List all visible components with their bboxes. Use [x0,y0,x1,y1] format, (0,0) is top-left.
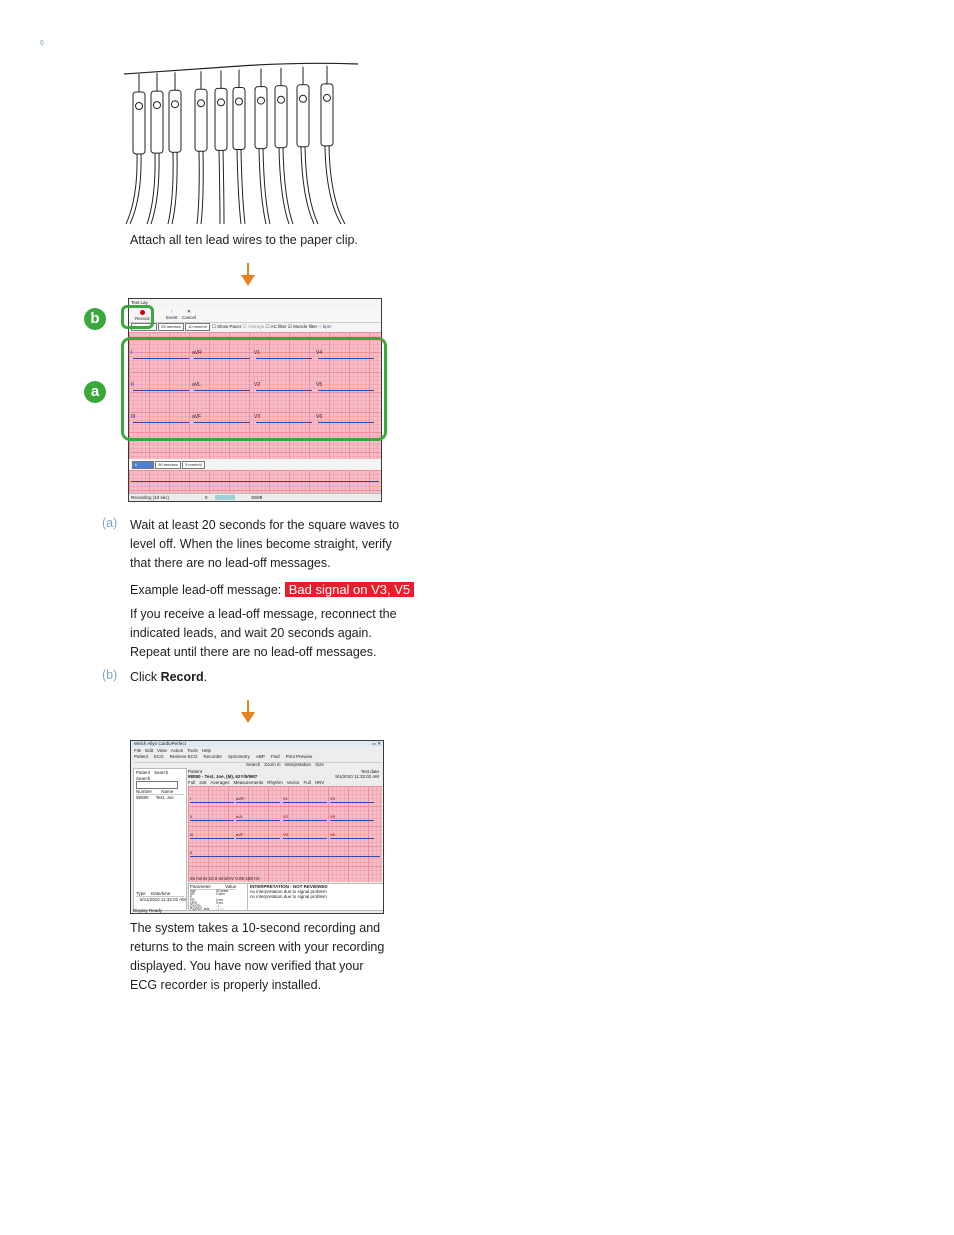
lead-clip [233,88,245,150]
params-row: HR 0 bpm [190,892,225,896]
ecg-tab[interactable]: Full [188,780,196,785]
rhythm-lead-select[interactable]: II [132,461,154,469]
callout-a: a [84,381,106,403]
final-caption: The system takes a 10-second recording and returns to the main screen with your recording displayed. You have now verified that your ECG recorder is properly installed. [130,921,385,992]
lead-label: II [190,814,193,819]
params-row: QT/QTc - / - [190,904,221,908]
lead-trace [330,802,374,803]
ecg-tabs [188,780,328,785]
lead-trace [190,820,234,821]
lead-trace [283,820,327,821]
menu-item[interactable]: Tools [187,748,198,753]
toolbar-button[interactable]: ABP [255,754,265,759]
left-panel [133,768,187,911]
lead-trace [283,802,327,803]
lead-clip [151,91,163,153]
cancel-button[interactable]: ✕ Cancel [182,309,197,320]
bottom-panels [188,883,384,911]
params-row: Age 62 years [190,889,229,893]
clip-snap [136,103,143,110]
clip-snap [198,100,205,107]
toolbar-button[interactable]: Search [246,762,261,767]
main-status: Display Ready [133,908,163,913]
lead-wire [279,148,293,224]
speed-select[interactable]: 25 mm/sec [158,323,184,331]
clip-snap [154,102,161,109]
ecg-tab[interactable]: Vector [286,780,300,785]
lead-label: V5 [330,814,335,819]
lead-label: V4 [316,350,323,356]
search-label: Search [136,776,151,781]
clip-snap [218,99,225,106]
arrow-down-1 [241,263,255,289]
lead-clip [297,85,309,147]
lead-clip [275,86,287,148]
ecg-tab[interactable]: HRV [314,780,325,785]
lead-trace [190,856,380,857]
lead-trace [236,820,280,821]
clip-snap [172,101,179,108]
patient-row[interactable]: 98080 Test, Joe [136,795,174,800]
lead-label: V6 [316,414,323,420]
menu-item[interactable]: File [134,748,142,753]
callout-b: b [84,308,106,330]
left-tab[interactable]: Patient [136,770,151,775]
lead-label: V6 [330,832,335,837]
search-input[interactable] [136,781,178,789]
lead-label: aVF [236,832,244,837]
toolbar-button[interactable]: Retrieve ECG [169,754,198,759]
ecg-status-bar [129,493,381,502]
menu-item[interactable]: Action [170,748,184,753]
lead-label: III [190,832,194,837]
cancel-icon: ✕ [186,309,192,315]
toolbar-button[interactable]: Recorder [203,754,223,759]
lead-clip [169,90,181,152]
patient-name: 98080 - Test, Joe, (M), 62Y/5/9M7 [188,774,258,779]
params-row: PR 0 ms [190,898,223,902]
status-recording: Recording (10 sec) [131,495,170,500]
leads-highlight [121,337,387,441]
grid-footer: 25 mm/s 10.0 mm/mV 0.05-150 Hz [190,876,260,881]
retry-text: If you receive a lead-off message, reconnect the indicated leads, and wait 20 seconds again. Repeat until there are no lead-off messages. [130,607,397,659]
cardioperfect-window [130,740,384,914]
lead-label: V3 [254,414,261,420]
lead-label: II [190,850,193,855]
ac-filter-checkbox[interactable]: ☐ AC filter [265,324,287,330]
rhythm-gain-select[interactable]: 5 mm/mV [182,461,205,469]
patient-list-header: Number Name [136,789,184,795]
ecg-tab[interactable]: 2x6 [199,780,207,785]
lead-clip [215,88,227,150]
rhythm-strip-grid [129,470,381,493]
interpretation-panel: INTERPRETATION - NOT REVIEWED no interpretation due to signal problem no interpretation due to signal problem [250,884,328,899]
lead-label: I [190,796,192,801]
lead-label: II [131,382,134,388]
left-tab[interactable]: Search [154,770,169,775]
rhythm-trace [131,481,379,482]
lead-label: aVR [192,350,202,356]
lead-label: V5 [316,382,323,388]
ecg-controls-row [131,323,381,331]
patient-header: Patient [188,769,203,774]
status-counter: 0 [205,495,208,500]
toolbar-button[interactable]: Spirometry [228,754,250,759]
instruction-b: Click Record. [130,670,208,684]
rhythm-controls-row [132,461,205,469]
bpm-readout: -- bpm [318,324,332,330]
toolbar-button[interactable]: Size [315,762,324,767]
lead-trace [236,802,280,803]
instruction-a: Wait at least 20 seconds for the square waves to level off. When the lines become straight, verify that there are no lead-off messages. [130,518,400,570]
menu-item[interactable]: View [157,748,167,753]
clip-snap [236,98,243,105]
gain-select[interactable]: 10 mm/mV [185,323,210,331]
toolbar-button[interactable]: Patient [134,754,149,759]
main-ecg-grid [188,786,382,882]
lead-label: aVL [192,382,201,388]
clip-snap [278,96,285,103]
lead-label: III [131,414,136,420]
lead-trace [190,802,234,803]
params-row: QRS 0 ms [190,901,223,905]
lead-label: V1 [254,350,261,356]
lead-label: V2 [254,382,261,388]
lead-off-message: Bad signal on V3, V5 [285,582,414,597]
example-line: Example lead-off message: Bad signal on V3, V5 [130,580,414,600]
clip-snap [324,94,331,101]
test-list-header: Type Date/time [136,891,184,897]
main-toolbar-2 [246,762,328,767]
test-date-block: Test date 9/1/2010 11:32:02 AM [335,769,379,779]
menu-item[interactable]: Help [201,748,212,753]
lead-wire [325,146,345,224]
lead-label: aVL [236,814,244,819]
lead-wire [147,153,159,224]
params-row: P/QRS/T axis - / - / - [190,907,225,911]
lead-label: I [131,350,133,356]
lead-trace [283,838,327,839]
lead-label: aVF [192,414,202,420]
lead-wires-illustration [120,58,360,226]
test-row[interactable]: 5/11/2010 11:32:02 AM [140,897,186,902]
show-pacer-checkbox[interactable]: ☐ Show Pacer [211,324,242,330]
toolbar-button[interactable]: Zoom in [264,762,281,767]
lead-label: V1 [283,796,288,801]
average-checkbox[interactable]: ☑ Average [242,324,265,330]
lead-trace [330,820,374,821]
event-button[interactable]: ↑ Event [166,309,178,320]
status-progress [215,495,235,500]
clip-snap [300,95,307,102]
muscle-filter-checkbox[interactable]: ☑ Muscle filter [287,324,318,330]
marker-a: (a) [102,516,118,530]
lead-trace [190,838,234,839]
status-right: 30/88 [251,495,263,500]
lead-trace [236,838,280,839]
params-table [190,884,236,911]
lead-wire [168,152,177,224]
lead-wire [219,150,224,224]
lead-label: V3 [283,832,288,837]
params-row: P [190,895,193,899]
menu-item[interactable]: Edit [145,748,154,753]
lead-wire [126,154,141,224]
event-icon: ↑ [170,309,173,315]
title-bar: Welch Allyn CardioPerfect ▭ ✕ [131,741,383,747]
lead-clip [133,92,145,154]
ecg-window-menu: Test Lay [131,300,148,305]
toolbar-button[interactable]: ECG [154,754,164,759]
params-header: Parameter Value [190,884,237,889]
lead-clip [255,87,267,149]
toolbar-button[interactable]: Find [270,754,280,759]
toolbar-button[interactable]: Print Preview [285,754,313,759]
ecg-tab[interactable]: Measurements [233,780,264,785]
lead-wire [259,149,270,224]
lead-label: V2 [283,814,288,819]
window-controls-icon[interactable]: ▭ ✕ [371,741,381,746]
lead-label: aVR [236,796,244,801]
ecg-tab[interactable]: Averages [210,780,230,785]
lead-wire [237,150,245,225]
lead-trace [330,838,374,839]
lead-wire [197,151,203,224]
arrow-down-2 [241,700,255,726]
record-button[interactable]: Record [135,310,150,321]
ecg-tab[interactable]: Full [303,780,311,785]
main-menu [134,748,215,753]
lead-clip [195,89,207,151]
lead-wire [301,147,318,224]
page-number: 6 [40,40,44,47]
clip-snap [258,97,265,104]
marker-b: (b) [102,668,118,682]
toolbar-button[interactable]: Interpretation [284,762,312,767]
lead-label: V4 [330,796,335,801]
rhythm-speed-select[interactable]: 50 mm/sec [155,461,181,469]
record-highlight [121,305,154,329]
step1-caption: Attach all ten lead wires to the paper clip. [130,233,358,247]
left-tabs [136,770,172,775]
lead-clip [321,84,333,146]
ecg-tab[interactable]: Rhythm [267,780,283,785]
